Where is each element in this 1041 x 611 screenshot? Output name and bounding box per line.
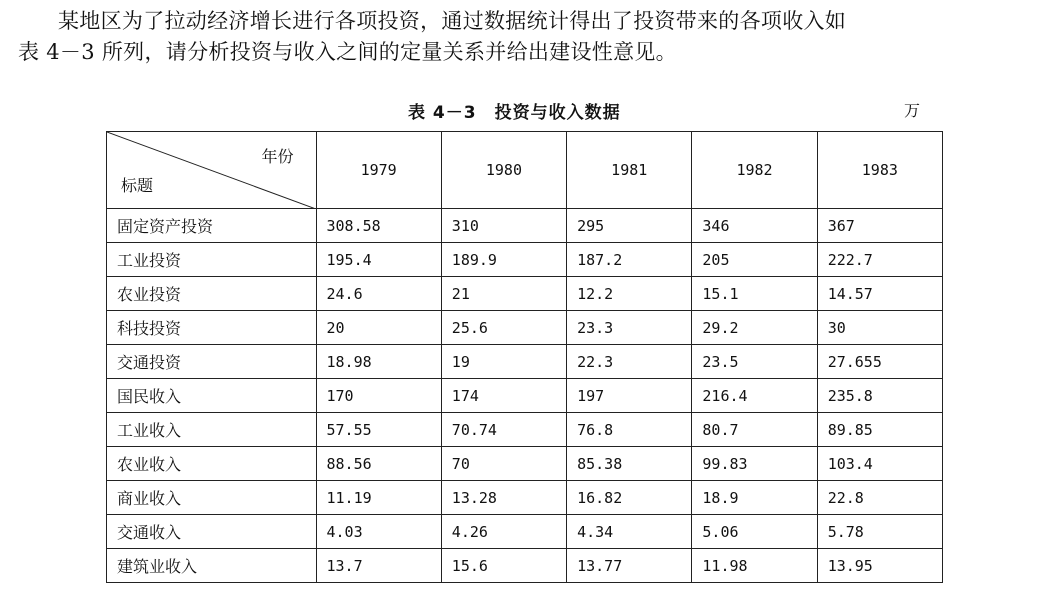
row-label: 商业收入 xyxy=(107,481,317,515)
value-cell: 197 xyxy=(567,379,692,413)
year-header: 1981 xyxy=(567,132,692,209)
value-cell: 27.655 xyxy=(817,345,942,379)
row-label: 国民收入 xyxy=(107,379,317,413)
value-cell: 22.3 xyxy=(567,345,692,379)
value-cell: 205 xyxy=(692,243,817,277)
value-cell: 18.98 xyxy=(316,345,441,379)
value-cell: 22.8 xyxy=(817,481,942,515)
value-cell: 367 xyxy=(817,209,942,243)
row-label: 工业收入 xyxy=(107,413,317,447)
table-row xyxy=(107,311,943,345)
value-cell: 23.5 xyxy=(692,345,817,379)
value-cell: 80.7 xyxy=(692,413,817,447)
row-label: 农业收入 xyxy=(107,447,317,481)
value-cell: 174 xyxy=(441,379,566,413)
value-cell: 25.6 xyxy=(441,311,566,345)
investment-income-table xyxy=(106,131,943,583)
value-cell: 12.2 xyxy=(567,277,692,311)
table-title: 表 4－3 投资与收入数据 xyxy=(408,103,621,123)
value-cell: 310 xyxy=(441,209,566,243)
value-cell: 70.74 xyxy=(441,413,566,447)
value-cell: 14.57 xyxy=(817,277,942,311)
value-cell: 30 xyxy=(817,311,942,345)
value-cell: 89.85 xyxy=(817,413,942,447)
value-cell: 16.82 xyxy=(567,481,692,515)
value-cell: 11.98 xyxy=(692,549,817,583)
value-cell: 19 xyxy=(441,345,566,379)
row-label: 交通投资 xyxy=(107,345,317,379)
table-row xyxy=(107,447,943,481)
value-cell: 13.28 xyxy=(441,481,566,515)
value-cell: 13.7 xyxy=(316,549,441,583)
value-cell: 23.3 xyxy=(567,311,692,345)
row-label: 交通收入 xyxy=(107,515,317,549)
row-label: 工业投资 xyxy=(107,243,317,277)
table-row xyxy=(107,549,943,583)
value-cell: 24.6 xyxy=(316,277,441,311)
header-row xyxy=(107,132,943,209)
value-cell: 195.4 xyxy=(316,243,441,277)
row-label: 建筑业收入 xyxy=(107,549,317,583)
year-header: 1980 xyxy=(441,132,566,209)
year-header: 1982 xyxy=(692,132,817,209)
value-cell: 216.4 xyxy=(692,379,817,413)
value-cell: 308.58 xyxy=(316,209,441,243)
table-row xyxy=(107,277,943,311)
table-row xyxy=(107,345,943,379)
value-cell: 15.6 xyxy=(441,549,566,583)
value-cell: 70 xyxy=(441,447,566,481)
value-cell: 29.2 xyxy=(692,311,817,345)
value-cell: 13.95 xyxy=(817,549,942,583)
table-row xyxy=(107,481,943,515)
value-cell: 11.19 xyxy=(316,481,441,515)
corner-column-label: 年份 xyxy=(261,147,294,166)
intro-line-1: 某地区为了拉动经济增长进行各项投资，通过数据统计得出了投资带来的各项收入如 xyxy=(58,9,847,33)
value-cell: 18.9 xyxy=(692,481,817,515)
corner-row-label: 标题 xyxy=(121,176,154,195)
table-caption xyxy=(0,98,1041,122)
value-cell: 76.8 xyxy=(567,413,692,447)
table-row xyxy=(107,413,943,447)
value-cell: 103.4 xyxy=(817,447,942,481)
value-cell: 295 xyxy=(567,209,692,243)
value-cell: 222.7 xyxy=(817,243,942,277)
year-header: 1983 xyxy=(817,132,942,209)
value-cell: 4.34 xyxy=(567,515,692,549)
value-cell: 235.8 xyxy=(817,379,942,413)
value-cell: 187.2 xyxy=(567,243,692,277)
value-cell: 189.9 xyxy=(441,243,566,277)
value-cell: 5.78 xyxy=(817,515,942,549)
year-header: 1979 xyxy=(316,132,441,209)
value-cell: 346 xyxy=(692,209,817,243)
value-cell: 57.55 xyxy=(316,413,441,447)
value-cell: 4.03 xyxy=(316,515,441,549)
value-cell: 21 xyxy=(441,277,566,311)
row-label: 科技投资 xyxy=(107,311,317,345)
value-cell: 20 xyxy=(316,311,441,345)
value-cell: 15.1 xyxy=(692,277,817,311)
table-row xyxy=(107,515,943,549)
value-cell: 99.83 xyxy=(692,447,817,481)
corner-header-cell xyxy=(107,132,317,209)
value-cell: 170 xyxy=(316,379,441,413)
table-row xyxy=(107,379,943,413)
value-cell: 4.26 xyxy=(441,515,566,549)
intro-line-2: 表 4－3 所列，请分析投资与收入之间的定量关系并给出建设性意见。 xyxy=(18,40,677,64)
table-unit: 万 xyxy=(904,101,921,120)
row-label: 农业投资 xyxy=(107,277,317,311)
row-label: 固定资产投资 xyxy=(107,209,317,243)
value-cell: 5.06 xyxy=(692,515,817,549)
value-cell: 13.77 xyxy=(567,549,692,583)
value-cell: 88.56 xyxy=(316,447,441,481)
table-row xyxy=(107,243,943,277)
intro-paragraph xyxy=(18,6,1033,68)
value-cell: 85.38 xyxy=(567,447,692,481)
table-row xyxy=(107,209,943,243)
